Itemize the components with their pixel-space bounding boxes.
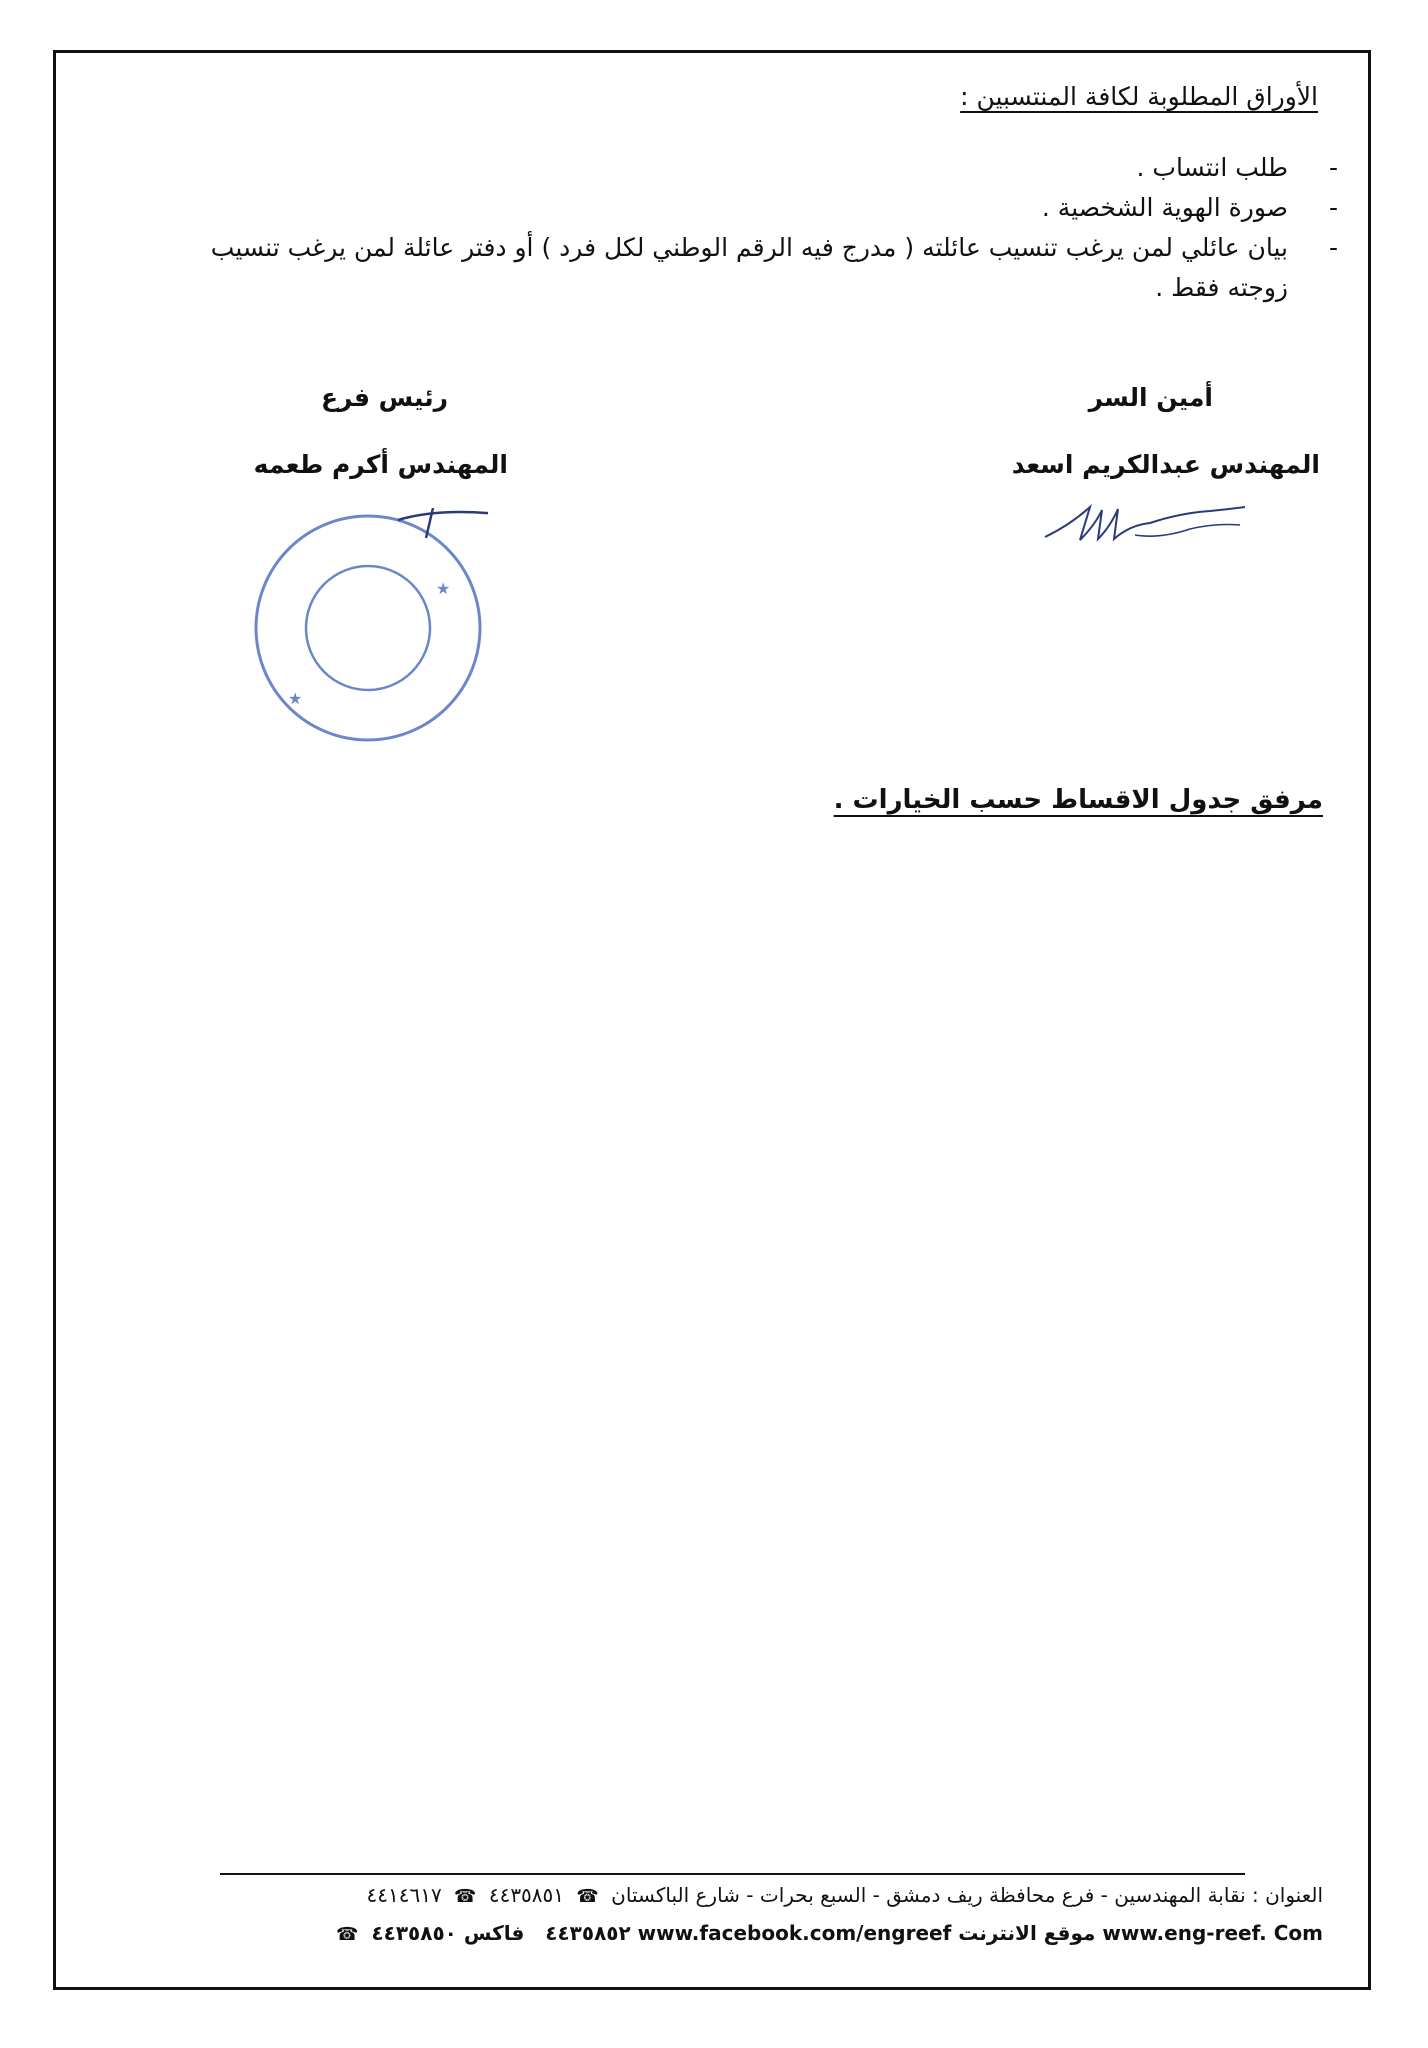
footer-fax-label: فاكس [463, 1921, 525, 1945]
secretary-signature [1040, 495, 1250, 555]
secretary-name: المهندس عبدالكريم اسعد [1011, 450, 1320, 479]
footer-facebook[interactable]: www.facebook.com/engreef [637, 1921, 952, 1945]
list-item [178, 188, 1338, 228]
branch-head-name: المهندس أكرم طعمه [253, 450, 508, 479]
branch-head-title: رئيس فرع [320, 383, 448, 412]
footer-address: العنوان : نقابة المهندسين - فرع محافظة ريف دمشق - السبع بحرات - شارع الباكستان [611, 1883, 1323, 1907]
requirement-text: طلب انتساب . [1136, 153, 1288, 182]
svg-text:★: ★ [436, 579, 451, 598]
footer-address-line [366, 1883, 1323, 1907]
footer-phone-3: ٤٤٣٥٨٥٢ [545, 1921, 631, 1945]
list-dash: - [1328, 193, 1338, 222]
footer-phone-2: ٤٤١٤٦١٧ [366, 1883, 442, 1907]
footer-website[interactable]: www.eng-reef. Com [1102, 1921, 1323, 1945]
telephone-icon: ☎ [454, 1886, 477, 1907]
list-item [178, 148, 1338, 188]
list-dash: - [1328, 233, 1338, 262]
footer-web-line [330, 1921, 1323, 1945]
requirement-text: بيان عائلي لمن يرغب تنسيب عائلته ( مدرج فيه الرقم الوطني لكل فرد ) أو دفتر عائلة لمن يرغب تنسيب زوجته فقط . [210, 233, 1288, 302]
requirements-list [178, 148, 1338, 308]
footer-phone-1: ٤٤٣٥٨٥١ [488, 1883, 565, 1907]
requirement-text: صورة الهوية الشخصية . [1041, 193, 1288, 222]
svg-text:★: ★ [288, 689, 303, 708]
page-border [53, 50, 1371, 1990]
telephone-icon: ☎ [336, 1924, 359, 1945]
list-dash: - [1328, 153, 1338, 182]
requirements-heading: الأوراق المطلوبة لكافة المنتسبين : [960, 82, 1318, 111]
secretary-title: أمين السر [1088, 383, 1213, 412]
footer-fax: ٤٤٣٥٨٥٠ [371, 1921, 457, 1945]
list-item [178, 228, 1338, 308]
branch-stamp [248, 508, 488, 748]
footer-website-label: موقع الانترنت [958, 1921, 1096, 1945]
footer-divider [220, 1873, 1245, 1875]
telephone-icon: ☎ [576, 1886, 599, 1907]
attachment-note: مرفق جدول الاقساط حسب الخيارات . [833, 785, 1323, 815]
